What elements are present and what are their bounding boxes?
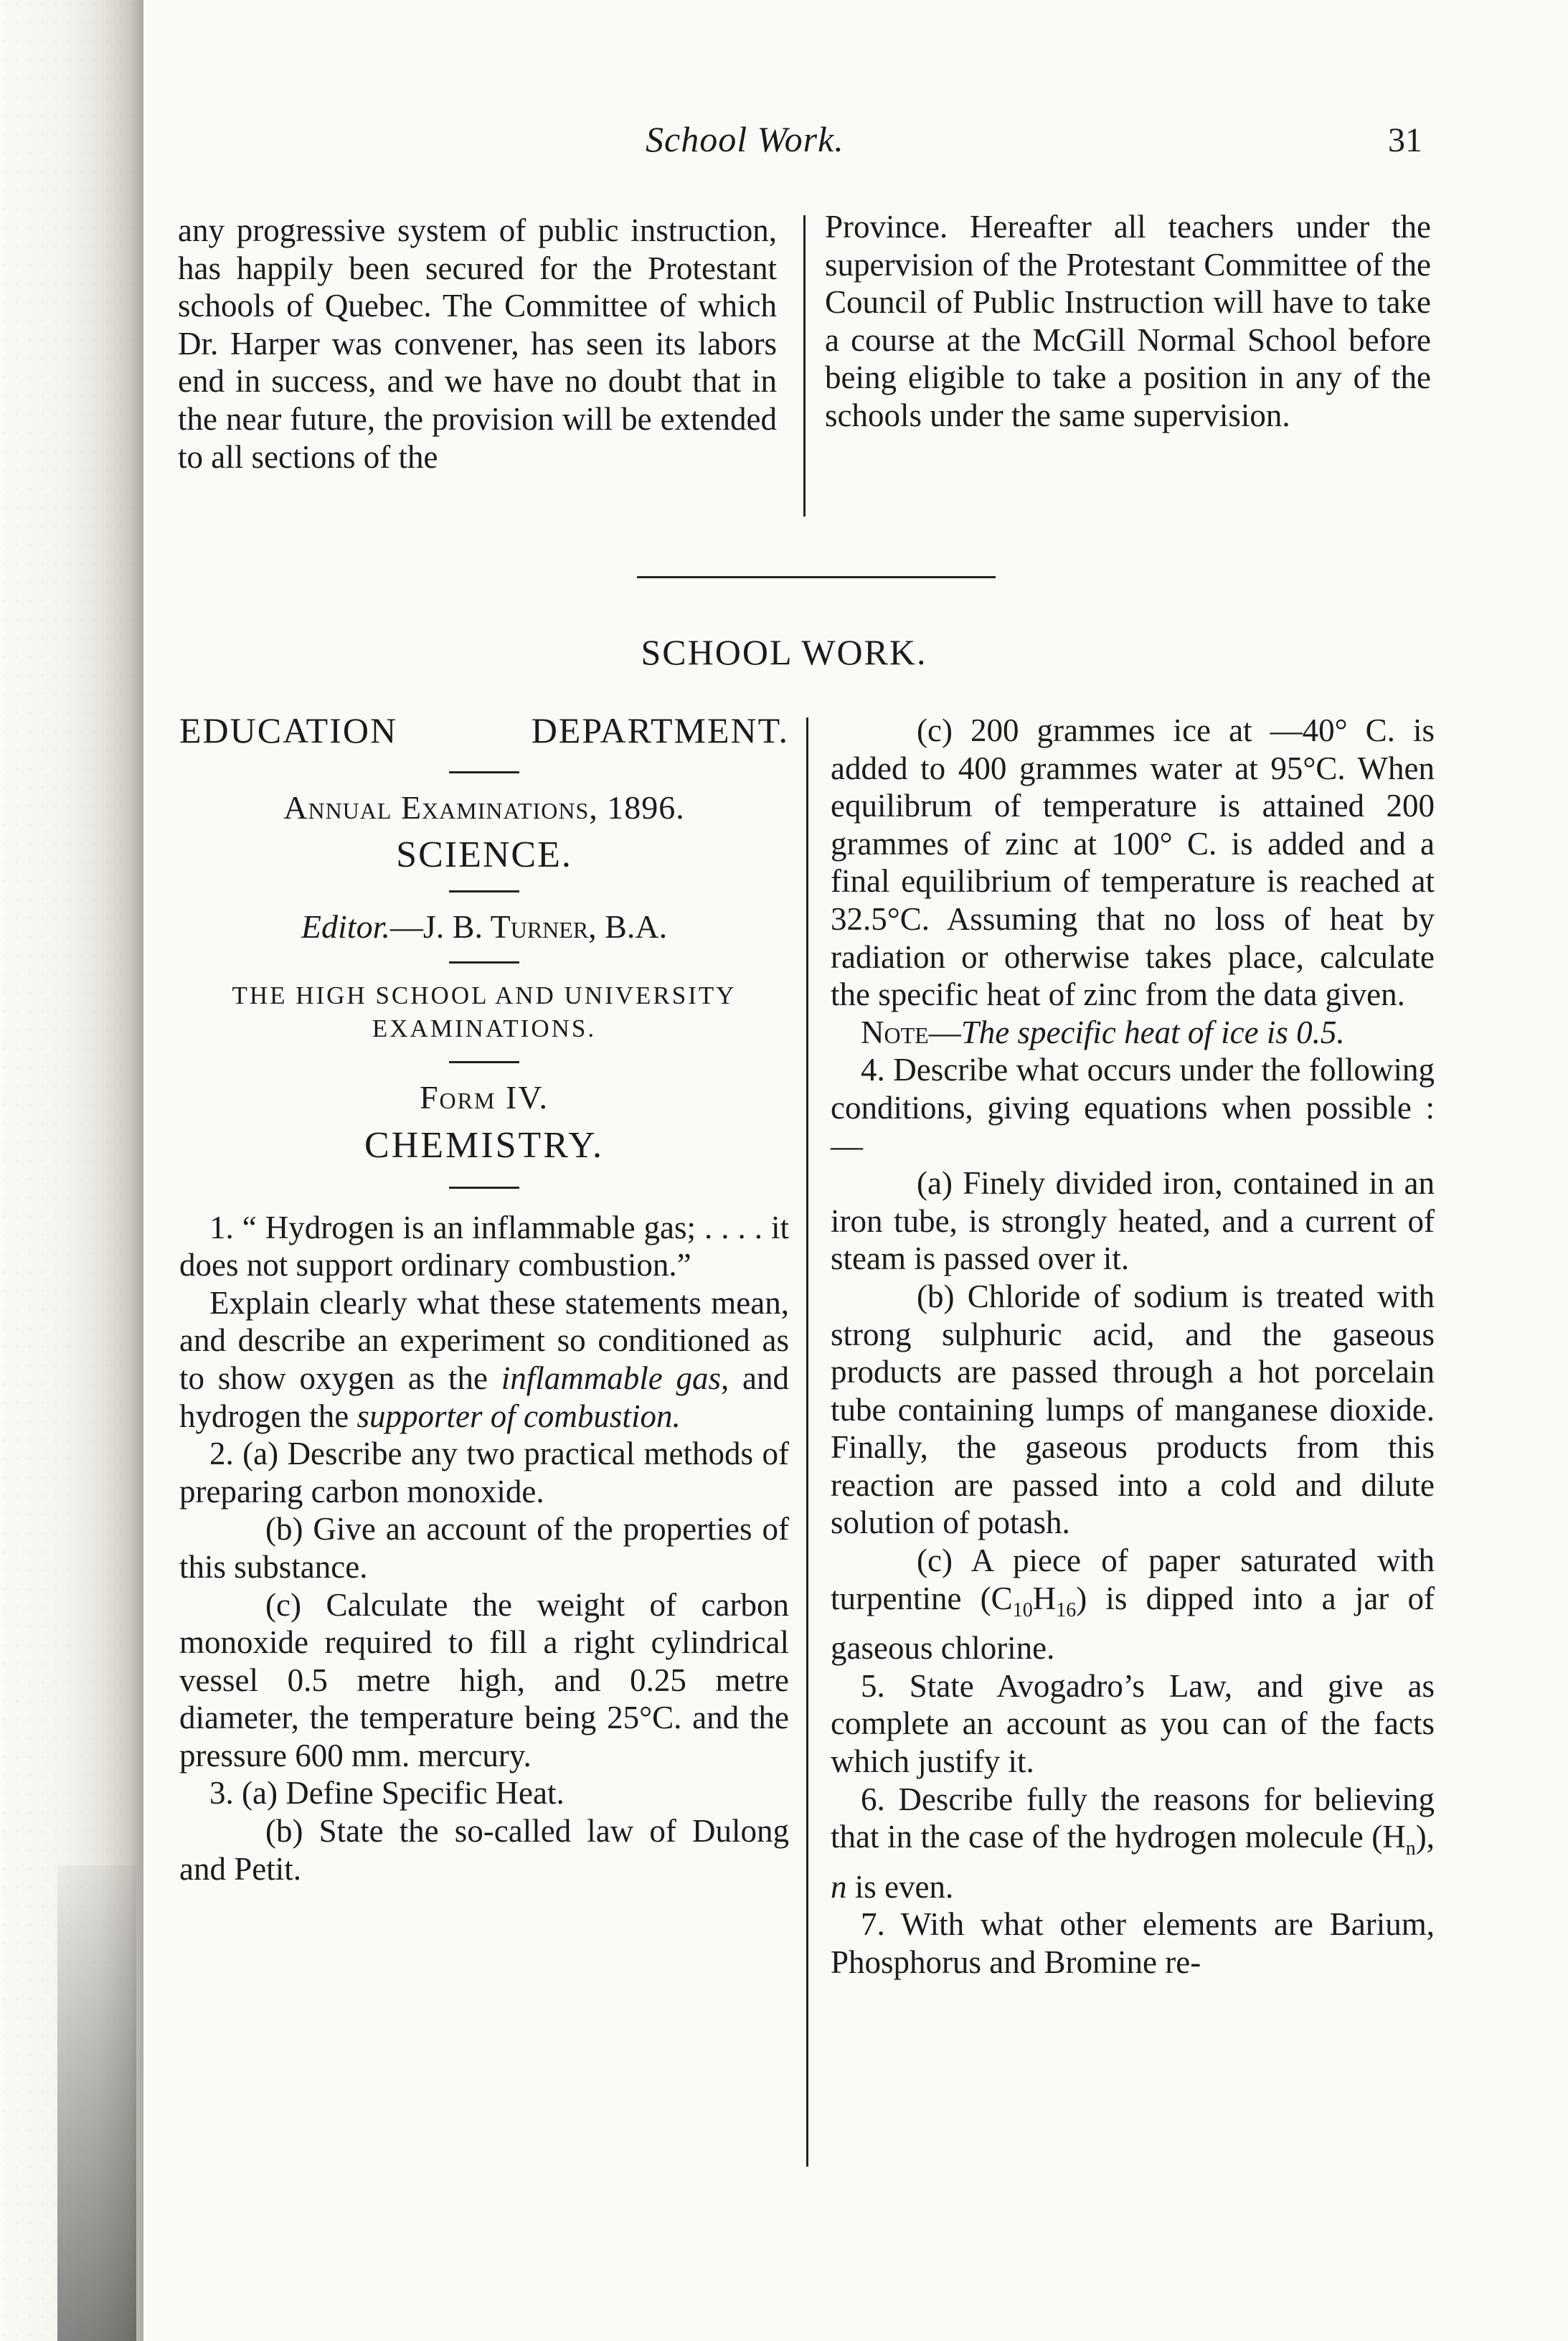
column-divider	[806, 717, 808, 2167]
question-4b: (b) Chloride of sodium is treated with strong sulphuric acid, and the gaseous products are passed through a hot porcelain tube containing lumps of manganese dioxide. Finally, the gaseous products from this reaction are passed into a cold and dilute solution of potash.	[831, 1278, 1435, 1541]
question-5: 5. State Avogadro’s Law, and give as complete an account as you can of the facts which justify it.	[831, 1667, 1435, 1780]
question-4c: (c) A piece of paper saturated with turpentine $(C_{10}H_{16})$ is dipped into a jar of gaseous chlorine.	[831, 1542, 1435, 1667]
page-number: 31	[1388, 121, 1422, 159]
exam-heading-line-1: THE HIGH SCHOOL AND UNIVERSITY	[232, 981, 737, 1010]
top-right-paragraph: Province. Hereafter all teachers under the supervision of the Protestant Committee of the Council of Public Instruction will have to take a course at the McGill Normal School before being eligible to take a position in any of the schools under the same supervision.	[825, 209, 1431, 433]
short-rule	[449, 1061, 519, 1063]
annual-examinations-heading: Annual Examinations, 1896.	[283, 788, 685, 826]
department-heading: EDUCATION DEPARTMENT.	[179, 710, 789, 750]
question-6: 6. Describe fully the reasons for believing that in the case of the hydrogen molecule $(H_n)$, n is even.	[831, 1781, 1435, 1905]
question-3c: (c) 200 grammes ice at —40° C. is added to 400 grammes water at 95°C. When equilibrum of temperature is attained 200 grammes of zinc at 100° C. is added and a final equilibrium of temperature is reached at 32.5°C. Assuming that no loss of heat by radiation or otherwise takes place, calculate the specific heat of zinc from the data given.	[831, 712, 1435, 1013]
editor-name: —J. B. Turner, B.A.	[389, 908, 668, 945]
question-7: 7. With what other elements are Barium, Phosphorus and Bromine re-	[831, 1906, 1435, 1980]
note: Note—The specific heat of ice is 0.5.	[861, 1014, 1345, 1050]
top-right-column	[825, 208, 1431, 435]
running-title: School Work.	[646, 119, 844, 159]
scan-edge-shadow	[57, 1865, 136, 2341]
question-1-instructions: Explain clearly what these statements mean, and describe an experiment so conditioned as to show oxygen as the inflammable gas, and hydrogen the supporter of combustion.	[179, 1284, 789, 1434]
short-rule	[449, 890, 519, 892]
section-divider-rule	[637, 576, 996, 578]
top-left-column	[178, 212, 777, 476]
question-2a: 2. (a) Describe any two practical methods of preparing carbon monoxide.	[179, 1436, 789, 1509]
editor-label: Editor.	[301, 908, 390, 945]
top-column-divider	[803, 215, 806, 517]
top-left-paragraph: any progressive system of public instruction, has happily been secured for the Protestant schools of Quebec. The Committee of which Dr. Harper was convener, has seen its labors end in success, and we have no doubt that in the near future, the provision will be extended to all sections of the	[178, 212, 777, 475]
question-4: 4. Describe what occurs under the following conditions, giving equations when possible :—	[831, 1052, 1435, 1164]
subject-heading: CHEMISTRY.	[364, 1124, 604, 1166]
question-2b: (b) Give an account of the properties of this substance.	[179, 1511, 789, 1585]
right-column	[831, 712, 1435, 1982]
question-1: 1. “ Hydrogen is an inflammable gas; . . . . it does not support ordinary combustion.”	[179, 1209, 789, 1283]
exam-heading	[179, 979, 789, 1045]
question-3b: (b) State the so-called law of Dulong and Petit.	[179, 1813, 789, 1887]
section-title: SCHOOL WORK.	[641, 632, 927, 672]
question-3a: 3. (a) Define Specific Heat.	[209, 1775, 565, 1812]
question-2c: (c) Calculate the weight of carbon monoxide required to fill a right cylindrical vessel 0.5 metre high, and 0.25 metre diameter, the temperature being 25°C. and the pressure 600 mm. mercury.	[179, 1586, 789, 1774]
editor-line	[179, 908, 789, 946]
short-rule	[449, 961, 519, 964]
short-rule	[449, 771, 519, 773]
science-heading: SCIENCE.	[396, 834, 572, 876]
short-rule	[449, 1187, 519, 1189]
left-column	[179, 712, 789, 1888]
exam-heading-line-2: EXAMINATIONS.	[372, 1014, 597, 1043]
form-heading: Form IV.	[419, 1079, 549, 1116]
question-4a: (a) Finely divided iron, contained in an iron tube, is strongly heated, and a current of steam is passed over it.	[831, 1165, 1435, 1277]
